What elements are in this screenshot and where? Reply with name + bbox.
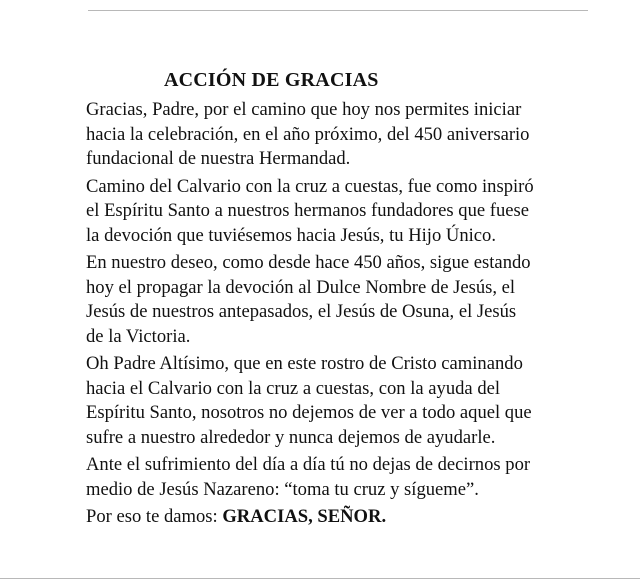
text-line: hoy el propagar la devoción al Dulce Nombre de Jesús, el	[86, 276, 516, 298]
text-line: medio de Jesús Nazareno: “toma tu cruz y sígueme”.	[86, 478, 479, 500]
text-line: el Espíritu Santo a nuestros hermanos fundadores que fuese	[86, 200, 530, 221]
text-line: hacia la celebración, en el año próximo, del 450 aniversario	[86, 123, 530, 145]
document-body	[86, 66, 606, 533]
closing-emphasis: GRACIAS, SEÑOR.	[222, 506, 387, 527]
text-line: Jesús de nuestros antepasados, el Jesús de Osuna, el Jesús	[86, 301, 517, 322]
paragraph-2	[86, 175, 606, 249]
top-divider	[88, 10, 588, 11]
closing-text: Por eso te damos:	[86, 506, 223, 527]
text-line: Espíritu Santo, nosotros no dejemos de ver a todo aquel que	[86, 402, 532, 423]
text-line: Ante el sufrimiento del día a día tú no dejas de decirnos por	[86, 454, 531, 475]
text-line: En nuestro deseo, como desde hace 450 años, sigue estando	[86, 252, 531, 273]
paragraph-4	[86, 352, 606, 450]
text-line: Camino del Calvario con la cruz a cuestas, fue como inspiró	[86, 175, 534, 197]
text-line: de la Victoria.	[86, 325, 191, 347]
paragraph-3	[86, 251, 606, 349]
text-line: fundacional de nuestra Hermandad.	[86, 148, 351, 169]
bottom-divider	[0, 578, 640, 579]
text-line: sufre a nuestro alrededor y nunca dejemos de ayudarle.	[86, 426, 496, 448]
text-line: Oh Padre Altísimo, que en este rostro de Cristo caminando	[86, 353, 523, 374]
closing-paragraph	[86, 505, 606, 530]
text-line: hacia el Calvario con la cruz a cuestas, con la ayuda del	[86, 377, 501, 399]
text-line: la devoción que tuviésemos hacia Jesús, tu Hijo Único.	[86, 224, 497, 246]
paragraph-1	[86, 98, 606, 172]
text-line: Gracias, Padre, por el camino que hoy nos permites iniciar	[86, 99, 522, 120]
paragraph-5	[86, 453, 606, 502]
document-title: ACCIÓN DE GRACIAS	[164, 69, 379, 91]
